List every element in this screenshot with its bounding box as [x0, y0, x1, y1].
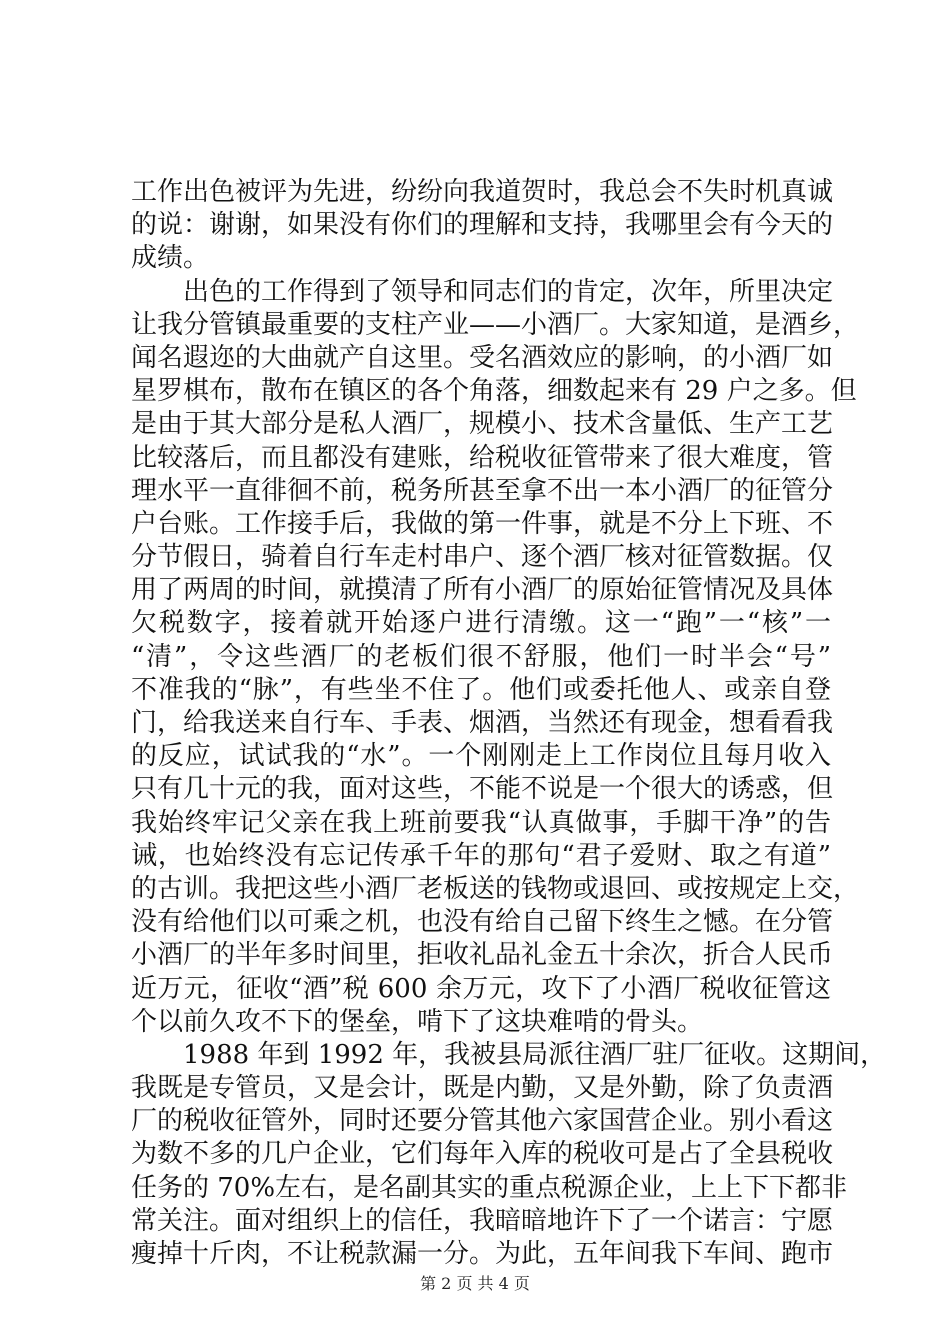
text-line: 任务的 70%左右，是名副其实的重点税源企业，上上下下都非 [131, 1172, 848, 1203]
text-line: 闻名遐迩的大曲就产自这里。受名酒效应的影响，的小酒厂如 [131, 342, 834, 373]
text-line: 的反应，试试我的“水”。一个刚刚走上工作岗位且每月收入 [131, 741, 831, 772]
text-line: 让我分管镇最重要的支柱产业——小酒厂。大家知道，是酒乡， [131, 309, 860, 340]
text-line: “清”，令这些酒厂的老板们很不舒服，他们一时半会“号” [131, 641, 831, 672]
text-line: 常关注。面对组织上的信任，我暗暗地许下了一个诺言：宁愿 [131, 1205, 834, 1236]
text-line: 小酒厂的半年多时间里，拒收礼品礼金五十余次，折合人民币 [131, 940, 834, 971]
text-line: 是由于其大部分是私人酒厂，规模小、技术含量低、生产工艺 [131, 409, 834, 440]
text-line: 我始终牢记父亲在我上班前要我“认真做事，手脚干净”的告 [131, 807, 831, 838]
text-line: 欠税数字，接着就开始逐户进行清缴。这一“跑”一“核”一 [131, 608, 831, 639]
text-line: 用了两周的时间，就摸清了所有小酒厂的原始征管情况及具体 [131, 575, 834, 606]
text-line: 诫，也始终没有忘记传承千年的那句“君子爱财、取之有道” [131, 840, 831, 871]
text-line: 只有几十元的我，面对这些，不能不说是一个很大的诱惑，但 [131, 774, 834, 805]
text-line: 1988 年到 1992 年，我被县局派往酒厂驻厂征收。这期间， [131, 1039, 887, 1070]
text-line: 近万元，征收“酒”税 600 余万元，攻下了小酒厂税收征管这 [131, 973, 831, 1004]
text-line: 工作出色被评为先进，纷纷向我道贺时，我总会不失时机真诚 [131, 177, 834, 207]
document-body [131, 176, 887, 1271]
text-line: 星罗棋布，散布在镇区的各个角落，细数起来有 29 户之多。但 [131, 376, 857, 407]
text-line: 瘦掉十斤肉，不让税款漏一分。为此，五年间我下车间、跑市 [131, 1239, 834, 1269]
text-line: 的古训。我把这些小酒厂老板送的钱物或退回、或按规定上交， [131, 873, 860, 904]
text-line: 分节假日，骑着自行车走村串户、逐个酒厂核对征管数据。仅 [131, 542, 834, 573]
text-line: 为数不多的几户企业，它们每年入库的税收可是占了全县税收 [131, 1139, 834, 1170]
text-line: 没有给他们以可乘之机，也没有给自己留下终生之憾。在分管 [131, 907, 834, 938]
paragraph [131, 276, 860, 1039]
text-line: 厂的税收征管外，同时还要分管其他六家国营企业。别小看这 [131, 1106, 834, 1137]
paragraph [131, 176, 834, 276]
text-line: 出色的工作得到了领导和同志们的肯定，次年，所里决定 [131, 276, 834, 307]
page-footer: 第 2 页 共 4 页 [420, 1274, 530, 1293]
text-line: 门，给我送来自行车、手表、烟酒，当然还有现金，想看看我 [131, 708, 834, 738]
text-line: 户台账。工作接手后，我做的第一件事，就是不分上下班、不 [131, 508, 834, 539]
text-line: 个以前久攻不下的堡垒，啃下了这块难啃的骨头。 [131, 1006, 704, 1037]
paragraph [131, 1039, 887, 1271]
text-line: 理水平一直徘徊不前，税务所甚至拿不出一本小酒厂的征管分 [131, 475, 834, 506]
text-line: 不准我的“脉”，有些坐不住了。他们或委托他人、或亲自登 [131, 674, 831, 705]
text-line: 比较落后，而且都没有建账，给税收征管带来了很大难度，管 [131, 442, 834, 473]
text-line: 的说：谢谢，如果没有你们的理解和支持，我哪里会有今天的 [131, 210, 834, 241]
text-line: 我既是专管员，又是会计，既是内勤，又是外勤，除了负责酒 [131, 1073, 834, 1104]
text-line: 成绩。 [131, 243, 210, 274]
